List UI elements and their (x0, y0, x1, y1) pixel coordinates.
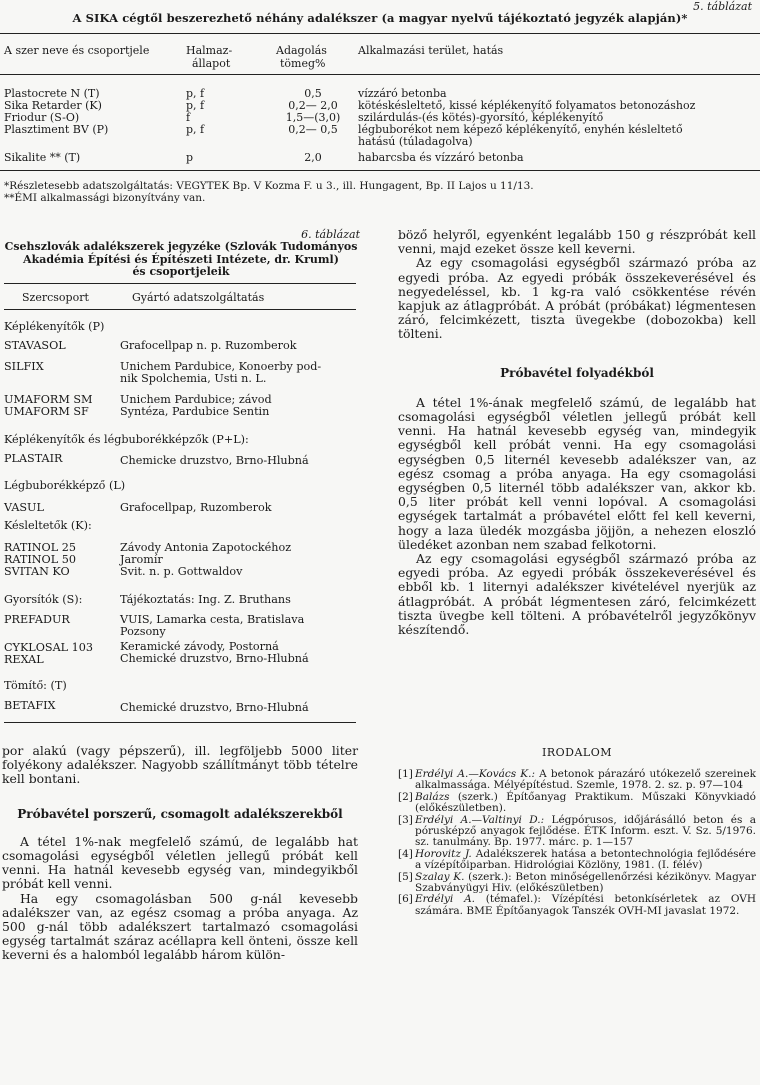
paragraph: Az egy csomagolási egységből származó próba az egyedi próba. Az egyedi próbák összekeverésével és ebből kb. 1 liternyi adalékszer kivételével nyerjük az átlagpróbát. A próbát légmentesen záró, felcimkézett tiszta üvegbe kell tölteni. A próbavételről jegyzőkönyv készítendő. (398, 551, 756, 638)
table6-title-line: Akadémia Építési és Építészeti Intézete, dr. Kruml) (23, 252, 339, 266)
t5-cell-name: Plasztiment BV (P) (4, 123, 109, 136)
reference-item (398, 894, 756, 917)
t5-cell-dose: 0,2— 2,0 (288, 99, 338, 112)
paragraph: A tétel 1%-ának megfelelő számú, de legalább hat csomagolási egységből véletlen jellegű próbát kell venni. Ha hatnál kevesebb egység van, mindegyik egységből kell próbát venni. Ha egy csomagolási egységben 0,5 liternél kevesebb adalékszer van, az egész csomag a próba anyaga. Ha egy csomagolási egységben 0,5 liternél több adalékszer van, akkor kb. 0,5 liter próbát kell venni lopóval. A csomagolási egységek tartalmát a próbavétel előtt fel kell keverni, hogy a laza üledék mozgásba jöjjön, a nehezen eloszló üledéket azonban nem szabad felkotorni. (398, 394, 756, 552)
reference-text: Légpórusos, időjárásálló beton és a pórusképző anyagok fejlődése. ÉTK Inform. eszt. V. Sz. 5/1976. sz. tanulmány. Bp. 1977. márc. p. 1—157 (415, 813, 756, 849)
table5-top-rule (0, 33, 760, 34)
t6-product-name: CYKLOSAL 103 (4, 641, 93, 654)
paragraph: böző helyről, egyenként legalább 150 g részpróbát kell venni, majd ezeket össze kell keverni. (398, 227, 756, 257)
t6-product-name: UMAFORM SF (4, 405, 89, 418)
reference-number: [2] (398, 790, 413, 803)
reference-text: (szerk.) Építőanyag Praktikum. Műszaki Könyvkiadó (előkészületben). (415, 790, 756, 815)
t6-product-name: STAVASOL (4, 339, 66, 352)
paragraph: por alakú (vagy pépszerű), ill. legföljebb 5000 liter folyékony adalékszer. Nagyobb szállítmányt több tételre kell bontani. (2, 743, 358, 787)
t6-group-heading: Tömítő: (T) (4, 679, 67, 692)
section-heading-powder: Próbavétel porszerű, csomagolt adalékszerekből (17, 806, 343, 821)
t6-maker: Grafocellpap n. p. Ruzomberok (120, 339, 297, 352)
table6-label: 6. táblázat (301, 228, 360, 241)
t6-product-name: BETAFIX (4, 699, 56, 712)
t5-header-name: A szer neve és csoportjele (4, 44, 150, 57)
reference-number: [4] (398, 847, 413, 860)
paragraph: Az egy csomagolási egységből származó próba az egyedi próba. Az egyedi próbák összekeverésével és negyedeléssel, kb. 1 kg-ra való csökkentése révén kapjuk az átlagpróbát. A próbát (próbákat) légmentesen záró, felcimkézett, tiszta üvegekbe (dobozokba) kell tölteni. (398, 255, 756, 342)
t6-maker: Unichem Pardubice, Konoerby pod- (120, 360, 322, 373)
t5-cell-use: légbuborékot nem képező képlékenyítő, enyhén késleltető (358, 123, 683, 136)
t6-maker: nik Spolchemia, Usti n. L. (120, 372, 267, 385)
reference-author: Balázs (415, 790, 450, 803)
reference-text: (témafel.): Vízépítési betonkísérletek az OVH számára. BME Építőanyagok Tanszék OVH-MI javaslat 1972. (415, 893, 756, 917)
paragraph: Ha egy csomagolásban 500 g-nál kevesebb adalékszer van, az egész csomag a próba anyaga. Az 500 g-nál több adalékszert tartalmazó csomagolási egység tartalmát száraz acéllapra kell önteni, össze kell keverni és a halomból legalább három külön- (2, 890, 358, 963)
reference-author: Erdélyi A. (415, 893, 475, 906)
t6-group-heading-extra: Tájékoztatás: Ing. Z. Bruthans (120, 593, 291, 606)
table5-title: A SIKA cégtől beszerezhető néhány adalékszer (a magyar nyelvű tájékoztató jegyzék alapján)* (72, 11, 688, 25)
reference-item (398, 769, 756, 792)
table6-bottom-rule (4, 722, 356, 723)
reference-item (398, 792, 756, 815)
t5-cell-use: habarcsba és vízzáró betonba (358, 151, 524, 164)
t6-product-name: PREFADUR (4, 613, 70, 626)
reference-number: [6] (398, 893, 413, 906)
references-list (398, 769, 756, 917)
t5-cell-name: Plastocrete N (T) (4, 87, 100, 100)
t5-cell-use: vízzáró betonba (358, 87, 447, 100)
table5-label: 5. táblázat (693, 0, 752, 13)
t6-group-heading: Képlékenyítők (P) (4, 320, 105, 333)
reference-author: Szalay K. (415, 870, 465, 883)
t5-cell-dose: 0,2— 0,5 (288, 123, 338, 136)
t6-product-name: REXAL (4, 653, 44, 666)
t6-product-name: PLASTAIR (4, 452, 63, 465)
t6-maker: Chemické druzstvo, Brno-Hlubná (120, 652, 309, 665)
t5-cell-use: szilárdulás-(és kötés)-gyorsító, képlékenyítő (358, 111, 604, 124)
reference-text: A betonok párazáró utókezelő szereinek alkalmassága. Mélyépítéstud. Szemle, 1978. 2. sz. p. 97—104 (415, 768, 756, 792)
t6-header-maker: Gyártó adatszolgáltatás (132, 291, 265, 304)
t5-header-state2: állapot (192, 57, 231, 70)
left-column-text (2, 744, 358, 963)
paragraph: A tétel 1%-nak megfelelő számú, de legalább hat csomagolási egységből véletlen jellegű próbát kell venni. Ha hatnál kevesebb egység van, mindegyikből próbát kell venni. (2, 833, 358, 892)
t6-maker: Grafocellpap, Ruzomberok (120, 501, 272, 514)
t6-maker: Závody Antonia Zapotockéhoz (120, 541, 292, 554)
t5-cell-dose: 2,0 (304, 151, 322, 164)
t5-cell-state: p, f (186, 123, 205, 136)
t6-group-heading: Képlékenyítők és légbuborékképzők (P+L): (4, 433, 249, 446)
t6-product-name: UMAFORM SM (4, 393, 93, 406)
t6-product-name: RATINOL 25 (4, 541, 76, 554)
t5-cell-state: p (186, 151, 194, 164)
t5-header-use: Alkalmazási terület, hatás (358, 44, 504, 57)
t5-cell-name: Sika Retarder (K) (4, 99, 102, 112)
reference-text: Adalékszerek hatása a betontechnológia fejlődésére a vízépítőiparban. Hidrológiai Közlöny, 1981. (I. félév) (415, 847, 756, 872)
t5-cell-name: Sikalite ** (T) (4, 151, 81, 164)
t6-maker: Chemické druzstvo, Brno-Hlubná (120, 701, 309, 714)
t6-maker: Svit. n. p. Gottwaldov (120, 565, 243, 578)
t6-group-heading: Gyorsítók (S): (4, 593, 83, 606)
t6-maker: VUIS, Lamarka cesta, Bratislava (120, 613, 305, 626)
t6-product-name: SVITAN KO (4, 565, 70, 578)
t5-cell-state: p, f (186, 99, 205, 112)
section-heading-liquid: Próbavétel folyadékból (500, 365, 654, 380)
table6-top-rule (4, 283, 356, 284)
reference-item (398, 849, 756, 872)
references-heading: IRODALOM (542, 746, 612, 759)
t6-maker: Pozsony (120, 625, 166, 638)
t5-cell-name: Friodur (S-O) (4, 111, 80, 124)
t5-header-dose2: tömeg% (280, 57, 326, 70)
reference-item (398, 815, 756, 849)
t5-header-dose: Adagolás (276, 44, 327, 57)
t6-group-heading: Késleltetők (K): (4, 519, 92, 532)
table6-title-line: és csoportjeleik (132, 265, 230, 278)
t6-maker: Chemicke druzstvo, Brno-Hlubná (120, 454, 309, 467)
t6-maker: Keramické závody, Postorná (120, 640, 279, 653)
t5-cell-use: kötéskésleltető, kissé képlékenyítő folyamatos betonozáshoz (358, 99, 696, 112)
table6-title-line: Csehszlovák adalékszerek jegyzéke (Szlovák Tudományos (4, 240, 358, 253)
table6-header-rule (4, 309, 356, 310)
t6-product-name: RATINOL 50 (4, 553, 76, 566)
t5-cell-state: f (186, 111, 191, 124)
reference-author: Horovitz J. (415, 847, 472, 860)
t6-header-group: Szercsoport (22, 291, 89, 304)
t5-header-state: Halmaz- (186, 44, 233, 57)
reference-item (398, 872, 756, 895)
table6-title (4, 241, 358, 279)
t5-footnote-1: *Részletesebb adatszolgáltatás: VEGYTEK Bp. V Kozma F. u 3., ill. Hungagent, Bp. II Lajos u 11/13. (4, 180, 534, 192)
right-column-text (398, 228, 756, 637)
reference-text: (szerk.): Beton minőségellenőrzési kézikönyv. Magyar Szabványügyi Hiv. (előkészületben) (415, 870, 756, 895)
t6-product-name: VASUL (4, 501, 44, 514)
t5-cell-use-cont: hatású (túladagolva) (358, 135, 473, 148)
t5-cell-dose: 0,5 (304, 87, 322, 100)
reference-number: [1] (398, 768, 413, 780)
t6-maker: Syntéza, Pardubice Sentin (120, 405, 270, 418)
reference-number: [5] (398, 870, 413, 883)
reference-author: Erdélyi A.—Valtinyi D.: (415, 813, 545, 826)
t6-group-heading: Légbuborékképző (L) (4, 479, 126, 492)
t5-footnote-2: **ÉMI alkalmassági bizonyítvány van. (4, 192, 206, 204)
t6-maker: Unichem Pardubice; závod (120, 393, 272, 406)
reference-number: [3] (398, 813, 413, 826)
table5-bottom-rule (0, 170, 760, 171)
reference-author: Erdélyi A.—Kovács K.: (415, 768, 536, 780)
t5-cell-dose: 1,5—(3,0) (285, 111, 341, 124)
table5-header-rule (0, 74, 760, 75)
t6-maker: Jaromír (120, 553, 163, 566)
t5-cell-state: p, f (186, 87, 205, 100)
t6-product-name: SILFIX (4, 360, 44, 373)
